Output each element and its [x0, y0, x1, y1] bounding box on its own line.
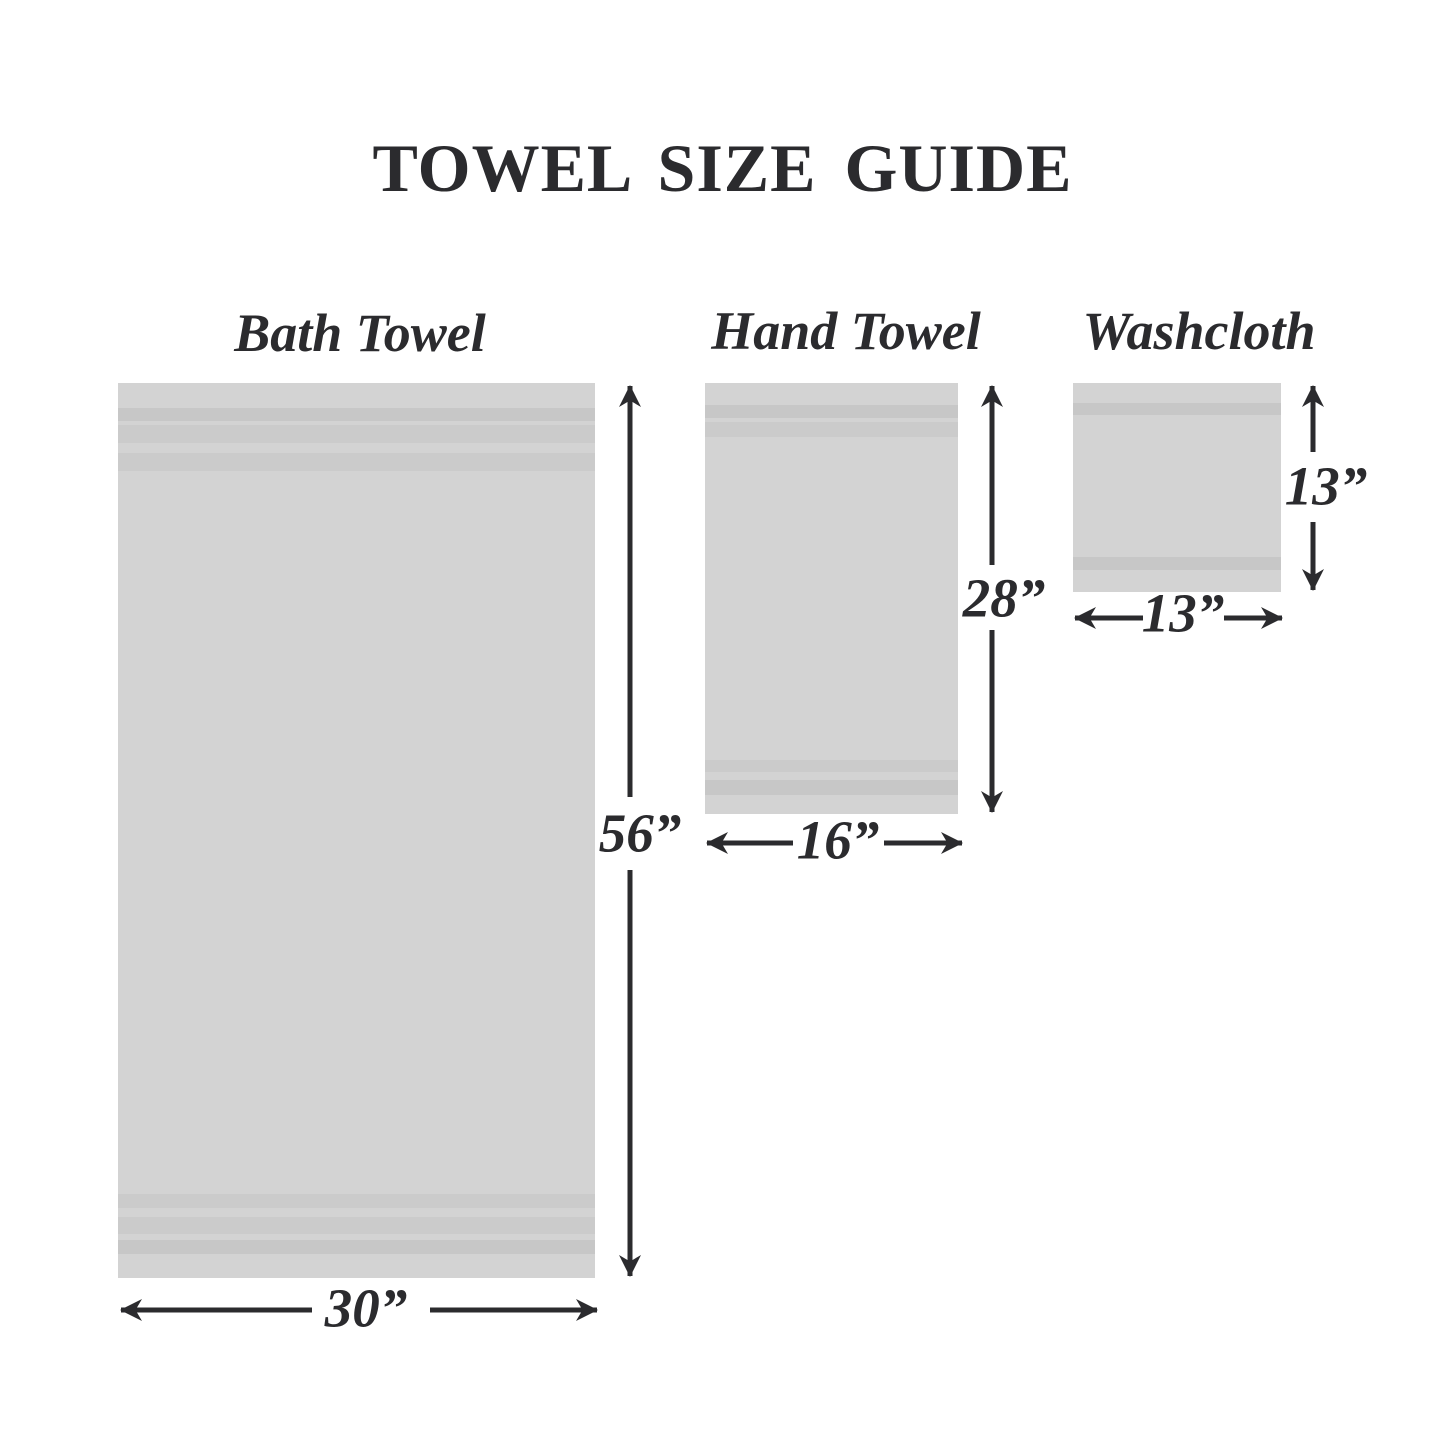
towel-stripe [705, 405, 958, 418]
bath-towel-height-value: 56” [598, 802, 682, 864]
towel-stripe [1073, 557, 1281, 570]
bath-towel-label: Bath Towel [234, 303, 486, 363]
towel-stripe [118, 1240, 595, 1254]
washcloth-width-value: 13” [1141, 582, 1225, 644]
washcloth-height-value: 13” [1284, 455, 1368, 517]
towel-stripe [118, 1194, 595, 1208]
page-title: TOWEL SIZE GUIDE [372, 130, 1073, 206]
towel-stripe [705, 780, 958, 795]
hand-towel-swatch [705, 383, 958, 814]
washcloth-swatch [1073, 383, 1281, 592]
towel-stripe [1073, 403, 1281, 415]
bath-towel-swatch [118, 383, 595, 1278]
hand-towel-width-value: 16” [796, 809, 880, 871]
towel-stripe [118, 1217, 595, 1234]
towel-stripe [705, 422, 958, 437]
towel-stripe [705, 760, 958, 772]
hand-towel-label: Hand Towel [711, 301, 981, 361]
hand-towel-height-value: 28” [962, 567, 1046, 629]
bath-towel-width-value: 30” [324, 1277, 408, 1339]
towel-stripe [118, 408, 595, 421]
towel-stripe [118, 453, 595, 471]
towel-stripe [118, 425, 595, 443]
washcloth-label: Washcloth [1082, 301, 1316, 361]
